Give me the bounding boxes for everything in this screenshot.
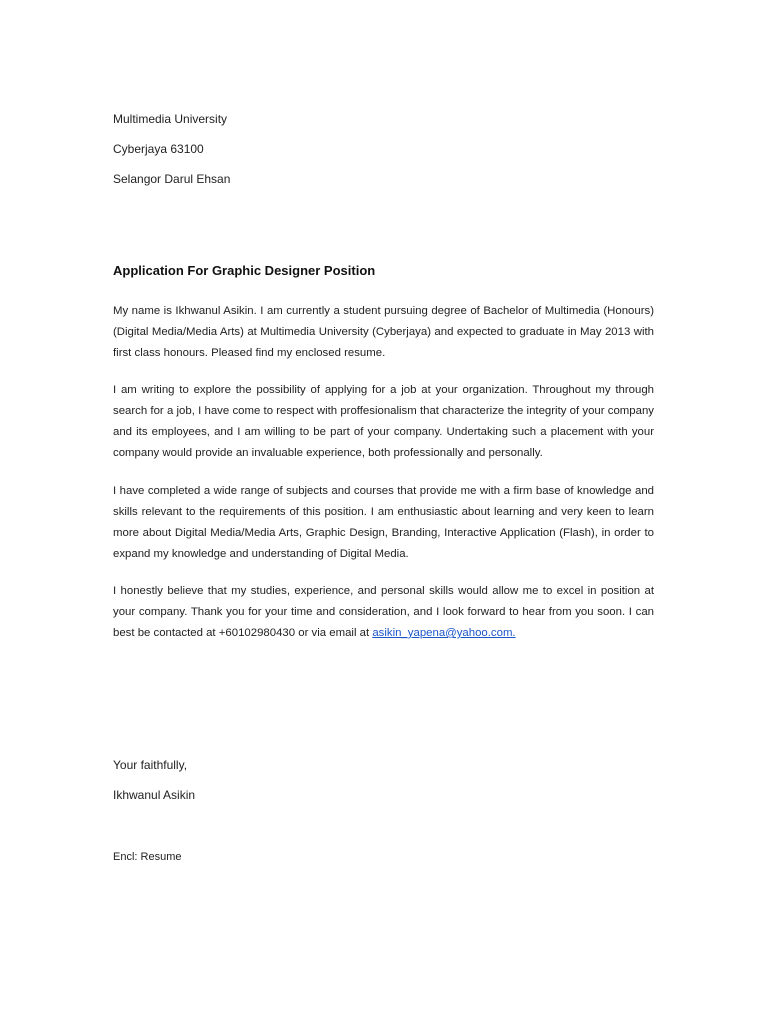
- contact-text: I honestly believe that my studies, experience, and personal skills would allow me to excel in position at your company. Thank you for your time and consideration, and I look forward to hear from you soon. I can best be contacted at +60102980430 or via email at: [113, 585, 654, 639]
- email-link[interactable]: asikin_yapena@yahoo.com.: [372, 627, 516, 639]
- letter-title: Application For Graphic Designer Position: [113, 263, 376, 278]
- paragraph-introduction: My name is Ikhwanul Asikin. I am currently a student pursuing degree of Bachelor of Multimedia (Honours)(Digital Media/Media Arts) at Multimedia University (Cyberjaya) and expected to graduate in May 2013 with first class honours. Pleased find my enclosed resume.: [113, 305, 654, 359]
- enclosure-note: Encl: Resume: [113, 851, 182, 863]
- paragraph-motivation: I am writing to explore the possibility of applying for a job at your organization. Throughout my through search for a job, I have come to respect with proffesionalism that characterize the integrity of your company and its employees, and I am willing to be part of your company. Undertaking such a placement with your company would provide an invaluable experience, both professionally and personally.: [113, 384, 654, 459]
- paragraph-contact: [113, 581, 654, 644]
- address-line-university: Multimedia University: [113, 112, 228, 126]
- paragraph-skills: I have completed a wide range of subjects and courses that provide me with a firm base of knowledge and skills relevant to the requirements of this position. I am enthusiastic about learning and very keen to learn more about Digital Media/Media Arts, Graphic Design, Branding, Interactive Application (Flash), in order to expand my knowledge and understanding of Digital Media.: [113, 485, 654, 560]
- signature-name: Ikhwanul Asikin: [113, 788, 196, 802]
- address-line-city: Cyberjaya 63100: [113, 142, 204, 156]
- closing-salutation: Your faithfully,: [113, 758, 188, 772]
- address-line-state: Selangor Darul Ehsan: [113, 172, 231, 186]
